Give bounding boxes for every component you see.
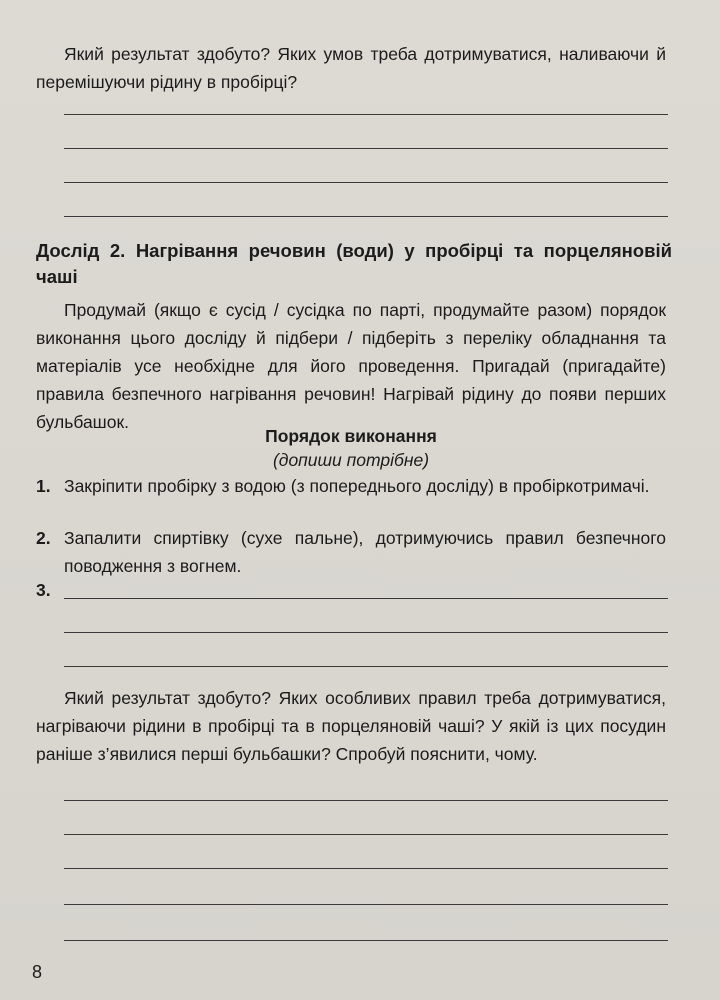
answer-line[interactable] [64, 940, 668, 941]
answer-line[interactable] [64, 904, 668, 905]
experiment-2-label: Дослід 2. [36, 240, 126, 261]
answer-line[interactable] [64, 834, 668, 835]
question-1: Який результат здобуто? Яких умов треба дотримуватися, наливаючи й перемішуючи рідину в пробірці? [36, 44, 666, 92]
instructions: Продумай (якщо є сусід / сусідка по парті, продумайте разом) порядок виконання цього досліду й підбери / підберіть з переліку обладнання та матеріалів усе необхідне для його проведення. Пригадай (пригадайте) правила безпечного нагрівання речовин! Нагрівай рідину до появи перших бульбашок. [36, 300, 666, 432]
step-number: 2. [36, 528, 51, 548]
answer-line[interactable] [64, 182, 668, 183]
experiment-2-heading [36, 238, 672, 290]
step-text: Закріпити пробірку з водою (з попереднього досліду) в пробіркотримачі. [64, 476, 650, 496]
answer-line[interactable] [64, 598, 668, 599]
procedure-subheading: (допиши потрібне) [272, 450, 430, 470]
step-number: 1. [36, 476, 51, 496]
question-2: Який результат здобуто? Яких особливих правил треба дотримуватися, нагріваючи рідини в пробірці та в порцеляновій чаші? У якій із цих посудин раніше з’явилися перші бульбашки? Спробуй пояснити, чому. [36, 688, 666, 764]
procedure-step-1 [36, 472, 666, 500]
answer-line[interactable] [64, 114, 668, 115]
step-number: 3. [36, 580, 51, 600]
page-number: 8 [32, 962, 43, 982]
procedure-heading: Порядок виконання [265, 426, 437, 446]
answer-line[interactable] [64, 666, 668, 667]
answer-line[interactable] [64, 800, 668, 801]
answer-line[interactable] [64, 632, 668, 633]
answer-line[interactable] [64, 148, 668, 149]
answer-line[interactable] [64, 216, 668, 217]
procedure-step-2 [36, 524, 666, 580]
answer-line[interactable] [64, 868, 668, 869]
experiment-2-title: Нагрівання речовин (води) у пробірці та порцеляновій чаші [36, 240, 672, 287]
step-text: Запалити спиртівку (сухе пальне), дотримуючись правил безпечного поводження з вогнем. [64, 528, 666, 576]
